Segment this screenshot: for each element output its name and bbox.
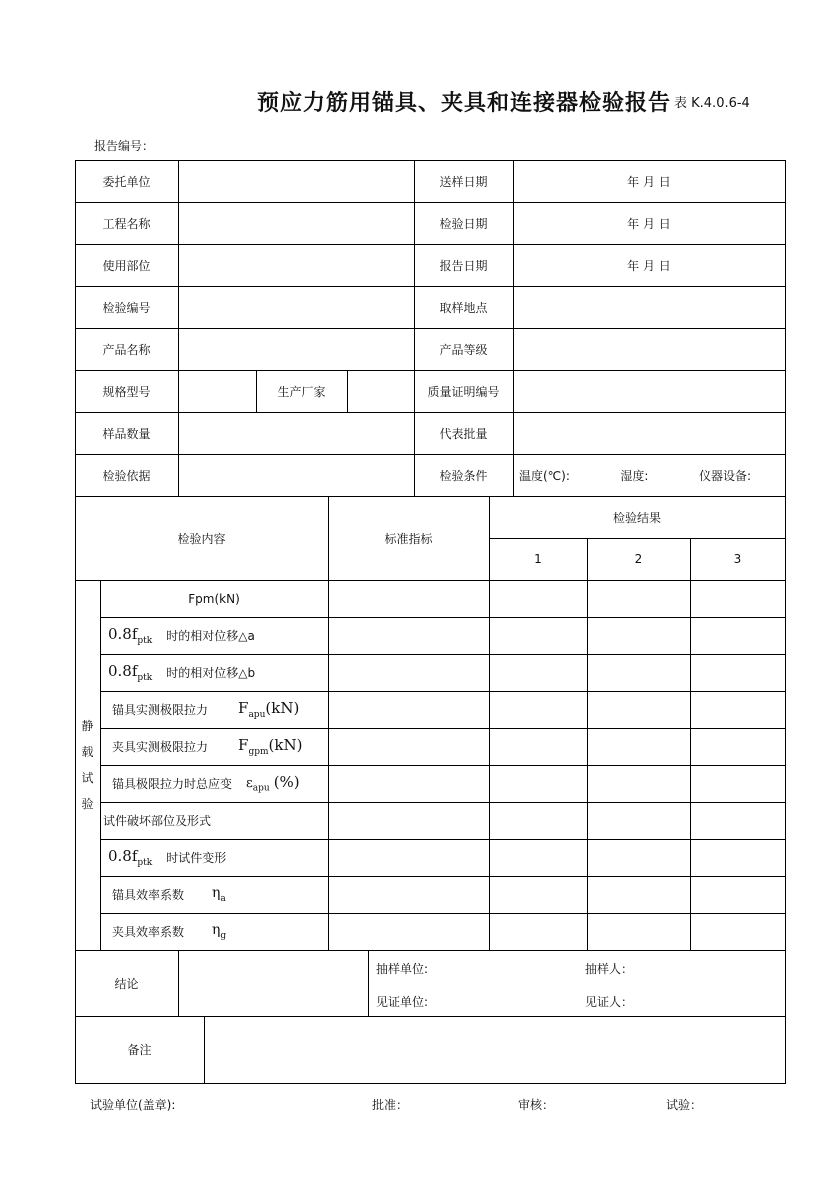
row-failure-mode: 试件破坏部位及形式 <box>103 814 212 828</box>
label-conclusion: 结论 <box>114 976 139 991</box>
label-sampling-site: 取样地点 <box>439 300 488 315</box>
test-date-value: 年 月 日 <box>627 216 671 231</box>
label-report-date: 报告日期 <box>439 258 488 273</box>
footer-review: 审核： <box>518 1098 555 1112</box>
label-product-name: 产品名称 <box>102 342 151 357</box>
label-test-no: 检验编号 <box>102 300 151 315</box>
header-standard: 标准指标 <box>384 531 433 546</box>
label-product-grade: 产品等级 <box>439 342 488 357</box>
header-content: 检验内容 <box>177 531 226 546</box>
label-witness: 见证人： <box>585 995 634 1009</box>
report-date-value: 年 月 日 <box>627 258 671 273</box>
label-use-part: 使用部位 <box>102 258 151 273</box>
label-sampling-unit: 抽样单位: <box>376 962 429 976</box>
row-total-strain: 锚具极限拉力时总应变 $\varepsilon_{apu}$ (%) <box>112 773 300 794</box>
row-displacement-b: $0.8f_{ptk}$ 时的相对位移△b <box>108 662 256 683</box>
row-clamp-efficiency: 夹具效率系数 $\eta_g$ <box>112 922 227 941</box>
label-sampler: 抽样人： <box>585 962 634 976</box>
send-date-value: 年 月 日 <box>627 174 671 189</box>
label-cert-no: 质量证明编号 <box>427 384 500 399</box>
page-title: 预应力筋用锚具、夹具和连接器检验报告 <box>256 91 671 116</box>
label-remarks: 备注 <box>127 1043 152 1057</box>
label-sample-qty: 样品数量 <box>102 426 151 441</box>
footer-test: 试验： <box>666 1098 703 1112</box>
label-witness-unit: 见证单位: <box>376 995 429 1009</box>
label-project: 工程名称 <box>102 216 151 231</box>
report-number-label: 报告编号： <box>94 139 155 153</box>
row-specimen-deformation: $0.8f_{ptk}$ 时试件变形 <box>108 847 227 868</box>
static-load-test-label: 静 载 试 验 <box>81 719 94 811</box>
result-col-3: 3 <box>733 552 742 566</box>
label-send-date: 送样日期 <box>439 174 488 189</box>
label-basis: 检验依据 <box>102 468 151 483</box>
footer-approve: 批准： <box>372 1098 409 1112</box>
row-fpm: Fpm(kN) <box>188 591 240 606</box>
row-anchor-efficiency: 锚具效率系数 $\eta_a$ <box>112 885 226 904</box>
label-manufacturer: 生产厂家 <box>277 384 326 399</box>
result-col-1: 1 <box>534 552 542 566</box>
header-result: 检验结果 <box>612 510 661 525</box>
row-anchor-ultimate-force: 锚具实测极限拉力 $F_{apu}(kN)$ <box>112 699 300 720</box>
row-clamp-ultimate-force: 夹具实测极限拉力 $F_{gpm}(kN)$ <box>112 736 303 757</box>
label-spec: 规格型号 <box>102 384 151 399</box>
label-client: 委托单位 <box>102 174 151 189</box>
equipment-label: 仪器设备: <box>698 468 751 483</box>
row-displacement-a: $0.8f_{ptk}$ 时的相对位移△a <box>108 625 255 646</box>
temperature-label: 温度(℃): <box>519 468 570 483</box>
result-col-2: 2 <box>634 552 643 566</box>
humidity-label: 湿度: <box>620 468 649 483</box>
conditions-values <box>513 454 785 496</box>
table-number: 表 K.4.0.6-4 <box>674 96 750 111</box>
footer-lab-unit: 试验单位(盖章): <box>90 1098 176 1112</box>
label-batch: 代表批量 <box>439 426 488 441</box>
label-conditions: 检验条件 <box>439 468 488 483</box>
label-test-date: 检验日期 <box>439 216 488 231</box>
